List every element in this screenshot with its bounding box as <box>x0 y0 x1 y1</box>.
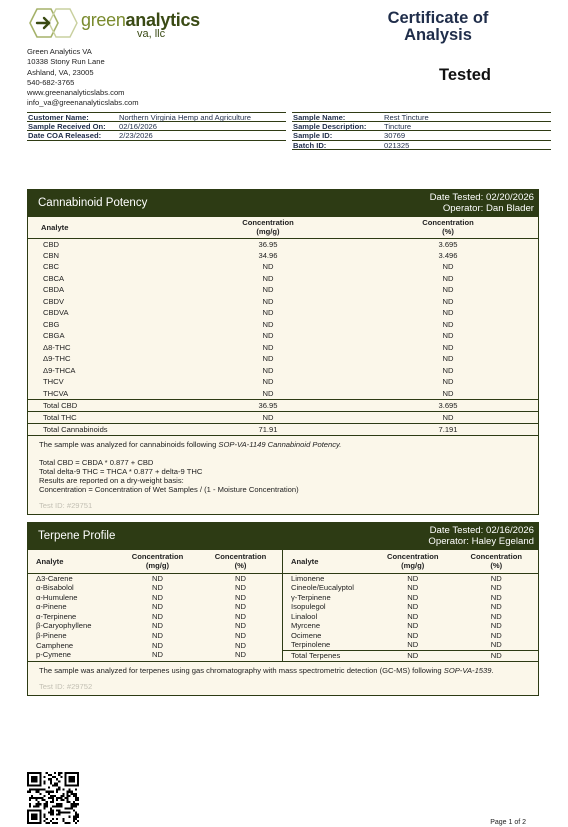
status-badge: Tested <box>439 66 491 84</box>
table-header-row <box>28 217 538 238</box>
analyte-mg: ND <box>152 650 163 660</box>
analyte-name: γ-Terpinene <box>291 592 331 602</box>
note-total-cbd: Total CBD = CBDA * 0.877 + CBD <box>39 457 154 467</box>
analyte-name: Δ9-THC <box>43 354 71 364</box>
table-row <box>283 631 538 641</box>
analyte-pct: ND <box>442 319 454 329</box>
note-total-thc: Total delta-9 THC = THCA * 0.877 + delta-9 THC <box>39 466 203 476</box>
analyte-name: β-Caryophyllene <box>36 621 92 631</box>
table-row <box>28 376 538 388</box>
analyte-name: Δ3-Carene <box>36 573 73 583</box>
analyte-mg: ND <box>407 583 419 592</box>
col-analyte: Analyte <box>28 550 116 573</box>
analyte-mg: ND <box>262 342 274 352</box>
analyte-mg: ND <box>262 388 274 398</box>
table-row <box>28 583 282 593</box>
terpene-test-id: Test ID: #29752 <box>39 681 93 691</box>
col-analyte: Analyte <box>283 550 371 573</box>
company-phone: 540-682-3765 <box>27 77 75 87</box>
company-name: Green Analytics VA <box>27 47 92 56</box>
analyte-mg: ND <box>262 296 274 306</box>
analyte-pct: 3.496 <box>438 250 458 260</box>
company-address <box>27 47 139 109</box>
total-pct: ND <box>455 650 539 661</box>
analyte-pct: ND <box>235 602 246 612</box>
table-row <box>28 631 282 641</box>
total-pct: 3.695 <box>358 399 538 411</box>
cannabinoid-operator: Operator: Dan Blader <box>442 203 534 214</box>
analyte-pct: ND <box>235 640 246 650</box>
analyte-name: Limonene <box>291 573 325 583</box>
analyte-name: α-Terpinene <box>36 611 77 621</box>
brand-name: greenanalytics <box>81 10 200 30</box>
total-mg: 71.91 <box>178 423 358 435</box>
table-header-row <box>28 550 282 573</box>
total-row <box>28 399 538 411</box>
analyte-mg: ND <box>407 602 419 612</box>
analyte-name: α-Pinene <box>36 602 67 612</box>
table-row <box>28 342 538 354</box>
terpene-col-left <box>28 550 283 661</box>
analyte-mg: ND <box>262 285 274 295</box>
analyte-mg: ND <box>407 640 419 650</box>
total-mg: 36.95 <box>178 399 358 411</box>
analyte-mg: 36.95 <box>258 239 278 249</box>
analyte-pct: ND <box>442 308 454 318</box>
info-row <box>292 131 551 141</box>
info-label: Sample Received On: <box>28 121 106 131</box>
analyte-mg: ND <box>262 319 274 329</box>
info-row <box>27 131 286 141</box>
total-row <box>28 411 538 423</box>
table-row <box>28 238 538 250</box>
analyte-mg: ND <box>407 611 419 621</box>
total-pct: 7.191 <box>358 423 538 435</box>
analyte-name: CBN <box>43 250 60 260</box>
table-row <box>28 284 538 296</box>
info-value: 2/23/2026 <box>119 131 153 141</box>
info-value: Northern Virginia Hemp and Agriculture <box>119 113 251 122</box>
analyte-pct: ND <box>442 262 454 272</box>
analyte-mg: ND <box>407 630 419 640</box>
analyte-name: α-Bisabolol <box>36 583 74 592</box>
table-row <box>28 261 538 273</box>
terpene-header <box>28 523 538 550</box>
info-value: 02/16/2026 <box>119 121 158 131</box>
analyte-pct: ND <box>442 285 454 295</box>
analyte-name: p-Cymene <box>36 650 72 660</box>
analyte-pct: ND <box>235 630 246 640</box>
page-title <box>358 10 518 44</box>
analyte-name: Camphene <box>36 640 74 650</box>
title-line2: Analysis <box>404 26 472 44</box>
company-address-line2: Ashland, VA, 23005 <box>27 67 94 77</box>
title-line1: Certificate of <box>387 9 489 27</box>
analyte-name: CBC <box>43 262 60 272</box>
analyte-pct: ND <box>442 273 454 283</box>
table-row <box>28 621 282 631</box>
table-row <box>28 273 538 285</box>
terpene-operator: Operator: Haley Egeland <box>428 536 534 547</box>
analyte-mg: ND <box>152 630 163 640</box>
info-row <box>292 122 551 132</box>
terpene-note-method: The sample was analyzed for terpenes using gas chromatography with mass spectrometric detection (GC-MS) following SOP-VA-1539. <box>39 666 494 676</box>
table-row <box>28 612 282 622</box>
table-row <box>283 602 538 612</box>
sample-info <box>292 112 551 150</box>
table-row <box>283 593 538 603</box>
analyte-name: β-Pinene <box>36 630 67 640</box>
company-website[interactable]: www.greenanalyticslabs.com <box>27 88 125 98</box>
cannabinoid-date-tested: Date Tested: 02/20/2026 <box>429 192 534 203</box>
note-concentration: Concentration = Concentration of Wet Samples / (1 - Moisture Concentration) <box>39 485 299 495</box>
analyte-name: CBGA <box>43 331 65 341</box>
analyte-pct: ND <box>490 573 502 583</box>
terpene-table-right <box>283 550 538 661</box>
analyte-name: Terpinolene <box>291 640 331 650</box>
analyte-mg: ND <box>262 365 274 375</box>
col-mg: Concentration (mg/g) <box>178 217 358 238</box>
analyte-pct: 3.695 <box>438 239 458 249</box>
total-name: Total CBD <box>28 399 178 411</box>
analyte-pct: ND <box>442 377 454 387</box>
analyte-pct: ND <box>235 583 246 592</box>
col-pct: Concentration (%) <box>455 550 539 573</box>
analyte-mg: ND <box>407 621 419 631</box>
terpene-tables <box>28 550 538 662</box>
info-value: 30769 <box>384 131 406 141</box>
analyte-pct: ND <box>442 331 454 341</box>
total-row <box>283 650 538 661</box>
table-row <box>283 640 538 650</box>
table-row <box>283 612 538 622</box>
company-logo <box>27 4 200 44</box>
analyte-mg: ND <box>152 640 163 650</box>
info-value: Tincture <box>384 121 412 131</box>
table-row <box>28 650 282 660</box>
analyte-name: Linalool <box>291 611 318 621</box>
terpene-notes <box>28 662 538 694</box>
analyte-name: CBG <box>43 319 60 329</box>
analyte-name: THCV <box>43 377 64 387</box>
table-row <box>28 573 282 583</box>
cannabinoid-test-info <box>430 192 534 214</box>
analyte-pct: ND <box>490 621 502 631</box>
cannabinoid-panel <box>27 189 539 515</box>
analyte-pct: ND <box>235 592 246 602</box>
page-number: Page 1 of 2 <box>490 819 526 826</box>
info-row <box>27 112 286 122</box>
info-value: Rest Tincture <box>384 113 429 122</box>
terpene-test-info <box>428 525 534 547</box>
info-label: Customer Name: <box>28 113 89 122</box>
table-row <box>28 365 538 377</box>
table-row <box>28 296 538 308</box>
analyte-name: Cineole/Eucalyptol <box>291 583 354 592</box>
info-row <box>27 122 286 132</box>
analyte-mg: ND <box>152 602 163 612</box>
analyte-mg: ND <box>262 262 274 272</box>
terpene-col-right <box>283 550 538 661</box>
table-row <box>283 573 538 583</box>
analyte-name: Δ8-THC <box>43 342 71 352</box>
table-row <box>28 602 282 612</box>
analyte-mg: ND <box>152 592 163 602</box>
analyte-pct: ND <box>442 354 454 364</box>
analyte-name: CBDV <box>43 296 65 306</box>
analyte-pct: ND <box>490 630 502 640</box>
analyte-mg: 34.96 <box>258 250 278 260</box>
cannabinoid-notes <box>28 436 538 514</box>
info-label: Sample Name: <box>293 113 346 122</box>
analyte-pct: ND <box>442 365 454 375</box>
analyte-mg: ND <box>152 573 163 583</box>
table-row <box>28 640 282 650</box>
analyte-mg: ND <box>407 592 419 602</box>
cannabinoid-header <box>28 190 538 217</box>
total-pct: ND <box>358 411 538 423</box>
table-row <box>28 593 282 603</box>
cannabinoid-test-id: Test ID: #29751 <box>39 500 93 510</box>
terpene-title: Terpene Profile <box>38 530 116 542</box>
hexagon-arrow-logo-icon <box>27 4 79 42</box>
analyte-pct: ND <box>490 583 502 592</box>
analyte-pct: ND <box>490 602 502 612</box>
info-row <box>292 112 551 122</box>
analyte-pct: ND <box>490 592 502 602</box>
analyte-name: α-Humulene <box>36 592 78 602</box>
analyte-mg: ND <box>152 621 163 631</box>
total-name: Total Cannabinoids <box>28 423 178 435</box>
analyte-pct: ND <box>235 611 246 621</box>
analyte-mg: ND <box>262 273 274 283</box>
analyte-pct: ND <box>490 640 502 650</box>
table-row <box>28 353 538 365</box>
table-row <box>283 583 538 593</box>
analyte-pct: ND <box>442 296 454 306</box>
analyte-pct: ND <box>442 388 454 398</box>
analyte-name: CBD <box>43 239 60 249</box>
table-row <box>28 250 538 262</box>
brand-sub: va, llc <box>137 28 166 40</box>
analyte-pct: ND <box>442 342 454 352</box>
table-row <box>283 621 538 631</box>
cannabinoid-table <box>28 217 538 436</box>
company-address-line1: 10338 Stony Run Lane <box>27 57 105 67</box>
analyte-name: CBDA <box>43 285 65 295</box>
table-row <box>28 388 538 400</box>
total-row <box>28 423 538 435</box>
analyte-mg: ND <box>262 377 274 387</box>
col-pct: Concentration (%) <box>199 550 282 573</box>
analyte-name: Isopulegol <box>291 602 326 612</box>
qr-code-icon[interactable] <box>27 772 79 824</box>
cannabinoid-title: Cannabinoid Potency <box>38 197 148 209</box>
terpene-date-tested: Date Tested: 02/16/2026 <box>429 525 534 536</box>
table-row <box>28 330 538 342</box>
total-mg: ND <box>371 650 455 661</box>
analyte-name: Ocimene <box>291 630 322 640</box>
note-dry-weight: Results are reported on a dry-weight basis: <box>39 476 184 486</box>
analyte-mg: ND <box>407 573 419 583</box>
analyte-pct: ND <box>235 573 246 583</box>
info-label: Sample Description: <box>293 121 367 131</box>
note-method: The sample was analyzed for cannabinoids following SOP-VA-1149 Cannabinoid Potency. <box>39 439 342 449</box>
terpene-panel <box>27 522 539 696</box>
info-label: Sample ID: <box>293 131 333 141</box>
customer-info <box>27 112 286 141</box>
analyte-mg: ND <box>262 331 274 341</box>
total-name: Total Terpenes <box>283 650 371 661</box>
analyte-mg: ND <box>262 308 274 318</box>
col-analyte: Analyte <box>28 217 178 238</box>
analyte-pct: ND <box>235 650 246 660</box>
total-name: Total THC <box>28 411 178 423</box>
analyte-mg: ND <box>152 583 163 592</box>
col-pct: Concentration (%) <box>358 217 538 238</box>
info-label: Date COA Released: <box>28 131 102 141</box>
analyte-name: THCVA <box>43 388 69 398</box>
terpene-table-left <box>28 550 282 660</box>
table-row <box>28 319 538 331</box>
table-header-row <box>283 550 538 573</box>
analyte-pct: ND <box>490 611 502 621</box>
col-mg: Concentration (mg/g) <box>371 550 455 573</box>
col-mg: Concentration (mg/g) <box>116 550 199 573</box>
company-email[interactable]: info_va@greenanalyticslabs.com <box>27 98 139 108</box>
info-label: Batch ID: <box>293 140 327 150</box>
analyte-name: Myrcene <box>291 621 321 631</box>
analyte-name: CBCA <box>43 273 65 283</box>
table-row <box>28 307 538 319</box>
total-mg: ND <box>178 411 358 423</box>
info-value: 021325 <box>384 140 410 150</box>
info-row <box>292 141 551 151</box>
analyte-name: CBDVA <box>43 308 69 318</box>
analyte-name: Δ9-THCA <box>43 365 76 375</box>
analyte-pct: ND <box>235 621 246 631</box>
analyte-mg: ND <box>152 611 163 621</box>
analyte-mg: ND <box>262 354 274 364</box>
